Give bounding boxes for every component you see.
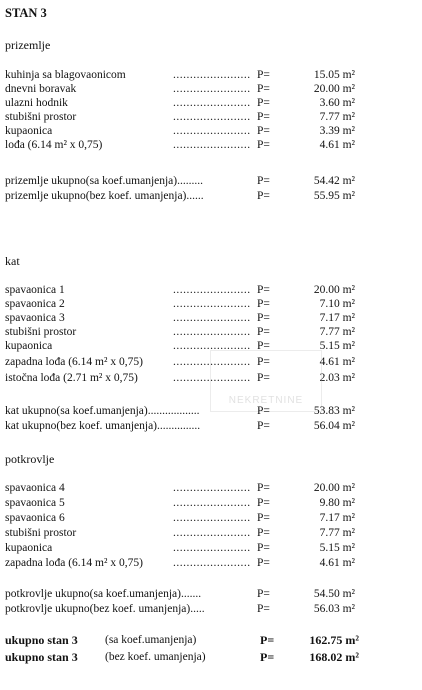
room-label: lođa (6.14 m² x 0,75) bbox=[5, 139, 103, 151]
grand-total-row bbox=[5, 633, 415, 647]
leader-dots: ....................... bbox=[173, 326, 251, 338]
room-label: zapadna lođa (6.14 m² x 0,75) bbox=[5, 356, 143, 368]
room-label: kuhinja sa blagovaonicom bbox=[5, 69, 126, 81]
section-heading-attic: potkrovlje bbox=[5, 452, 55, 466]
area-value: 4.61 m² bbox=[319, 356, 355, 368]
area-symbol: P= bbox=[257, 326, 270, 338]
room-label: stubišni prostor bbox=[5, 527, 77, 539]
area-symbol: P= bbox=[257, 542, 270, 554]
leader-dots: ....................... bbox=[173, 542, 251, 554]
area-symbol: P= bbox=[257, 175, 270, 187]
grand-total-row bbox=[5, 650, 415, 664]
area-row bbox=[5, 325, 415, 339]
subtotal-label: kat ukupno(bez koef. umanjenja)............... bbox=[5, 420, 201, 432]
area-symbol: P= bbox=[257, 557, 270, 569]
room-label: spavaonica 4 bbox=[5, 482, 65, 494]
area-symbol: P= bbox=[257, 340, 270, 352]
area-symbol: P= bbox=[257, 372, 270, 384]
area-symbol: P= bbox=[257, 312, 270, 324]
area-row bbox=[5, 283, 415, 297]
area-symbol: P= bbox=[257, 420, 270, 432]
grand-total-value: 168.02 m² bbox=[309, 650, 359, 664]
room-label: dnevni boravak bbox=[5, 83, 77, 95]
room-label: ulazni hodnik bbox=[5, 97, 68, 109]
area-value: 20.00 m² bbox=[313, 284, 355, 296]
leader-dots: ....................... bbox=[173, 69, 251, 81]
leader-dots: ....................... bbox=[173, 557, 251, 569]
area-symbol: P= bbox=[257, 356, 270, 368]
subtotal-value: 54.42 m² bbox=[313, 175, 355, 187]
area-symbol: P= bbox=[257, 139, 270, 151]
leader-dots: ....................... bbox=[173, 312, 251, 324]
subtotal-row bbox=[5, 587, 415, 601]
subtotal-label: prizemlje ukupno(bez koef. umanjenja)...... bbox=[5, 190, 204, 202]
grand-total-label: ukupno stan 3 bbox=[5, 633, 78, 647]
subtotal-label: kat ukupno(sa koef.umanjenja).................. bbox=[5, 405, 200, 417]
leader-dots: ....................... bbox=[173, 298, 251, 310]
room-label: spavaonica 2 bbox=[5, 298, 65, 310]
leader-dots: ....................... bbox=[173, 125, 251, 137]
grand-total-note: (sa koef.umanjenja) bbox=[105, 634, 197, 646]
subtotal-label: potkrovlje ukupno(sa koef.umanjenja)....... bbox=[5, 588, 202, 600]
subtotal-value: 55.95 m² bbox=[313, 190, 355, 202]
grand-total-label: ukupno stan 3 bbox=[5, 650, 78, 664]
area-row bbox=[5, 96, 415, 110]
area-row bbox=[5, 138, 415, 152]
area-symbol: P= bbox=[257, 527, 270, 539]
area-symbol: P= bbox=[257, 83, 270, 95]
area-value: 7.77 m² bbox=[319, 527, 355, 539]
leader-dots: ....................... bbox=[173, 97, 251, 109]
subtotal-row bbox=[5, 174, 415, 188]
area-symbol: P= bbox=[257, 190, 270, 202]
leader-dots: ....................... bbox=[173, 139, 251, 151]
area-row bbox=[5, 526, 415, 540]
area-symbol: P= bbox=[257, 125, 270, 137]
area-value: 4.61 m² bbox=[319, 557, 355, 569]
section-heading-ground: prizemlje bbox=[5, 38, 51, 52]
leader-dots: ....................... bbox=[173, 497, 251, 509]
grand-total-note: (bez koef. umanjenja) bbox=[105, 651, 206, 663]
area-value: 2.03 m² bbox=[319, 372, 355, 384]
leader-dots: ....................... bbox=[173, 527, 251, 539]
area-symbol: P= bbox=[257, 111, 270, 123]
subtotal-value: 54.50 m² bbox=[313, 588, 355, 600]
subtotal-label: prizemlje ukupno(sa koef.umanjenja)......... bbox=[5, 175, 203, 187]
subtotal-value: 56.04 m² bbox=[313, 420, 355, 432]
area-row bbox=[5, 541, 415, 555]
room-label: stubišni prostor bbox=[5, 326, 77, 338]
area-value: 3.39 m² bbox=[319, 125, 355, 137]
subtotal-label: potkrovlje ukupno(bez koef. umanjenja)..... bbox=[5, 603, 205, 615]
area-symbol: P= bbox=[257, 298, 270, 310]
area-row bbox=[5, 297, 415, 311]
area-value: 7.77 m² bbox=[319, 326, 355, 338]
area-row bbox=[5, 124, 415, 138]
subtotal-row bbox=[5, 404, 415, 418]
leader-dots: ....................... bbox=[173, 284, 251, 296]
area-row bbox=[5, 556, 415, 570]
room-label: spavaonica 5 bbox=[5, 497, 65, 509]
leader-dots: ....................... bbox=[173, 482, 251, 494]
subtotal-value: 56.03 m² bbox=[313, 603, 355, 615]
area-value: 7.17 m² bbox=[319, 512, 355, 524]
area-symbol: P= bbox=[260, 650, 275, 664]
subtotal-row bbox=[5, 602, 415, 616]
area-symbol: P= bbox=[257, 603, 270, 615]
leader-dots: ....................... bbox=[173, 83, 251, 95]
area-row bbox=[5, 110, 415, 124]
area-row bbox=[5, 311, 415, 325]
room-label: spavaonica 1 bbox=[5, 284, 65, 296]
subtotal-value: 53.83 m² bbox=[313, 405, 355, 417]
leader-dots: ....................... bbox=[173, 340, 251, 352]
room-label: zapadna lođa (6.14 m² x 0,75) bbox=[5, 557, 143, 569]
room-label: istočna lođa (2.71 m² x 0,75) bbox=[5, 372, 138, 384]
room-label: spavaonica 3 bbox=[5, 312, 65, 324]
area-symbol: P= bbox=[257, 497, 270, 509]
room-label: kupaonica bbox=[5, 125, 53, 137]
area-symbol: P= bbox=[257, 69, 270, 81]
area-value: 7.10 m² bbox=[319, 298, 355, 310]
area-value: 15.05 m² bbox=[313, 69, 355, 81]
subtotal-row bbox=[5, 189, 415, 203]
area-symbol: P= bbox=[260, 633, 275, 647]
watermark-logo: NEKRETNINE bbox=[210, 350, 322, 412]
area-value: 7.17 m² bbox=[319, 312, 355, 324]
area-row bbox=[5, 68, 415, 82]
area-value: 3.60 m² bbox=[319, 97, 355, 109]
subtotal-row bbox=[5, 419, 415, 433]
area-value: 9.80 m² bbox=[319, 497, 355, 509]
leader-dots: ....................... bbox=[173, 111, 251, 123]
area-symbol: P= bbox=[257, 482, 270, 494]
leader-dots: ....................... bbox=[173, 372, 251, 384]
area-row bbox=[5, 511, 415, 525]
area-value: 5.15 m² bbox=[319, 340, 355, 352]
area-symbol: P= bbox=[257, 97, 270, 109]
room-label: kupaonica bbox=[5, 542, 53, 554]
room-label: stubišni prostor bbox=[5, 111, 77, 123]
area-symbol: P= bbox=[257, 284, 270, 296]
area-symbol: P= bbox=[257, 512, 270, 524]
area-value: 7.77 m² bbox=[319, 111, 355, 123]
leader-dots: ....................... bbox=[173, 512, 251, 524]
leader-dots: ....................... bbox=[173, 356, 251, 368]
room-label: spavaonica 6 bbox=[5, 512, 65, 524]
area-value: 20.00 m² bbox=[313, 482, 355, 494]
area-symbol: P= bbox=[257, 405, 270, 417]
area-symbol: P= bbox=[257, 588, 270, 600]
document-title: STAN 3 bbox=[5, 6, 47, 20]
area-row bbox=[5, 82, 415, 96]
area-row bbox=[5, 481, 415, 495]
section-heading-floor: kat bbox=[5, 254, 20, 268]
area-value: 4.61 m² bbox=[319, 139, 355, 151]
room-label: kupaonica bbox=[5, 340, 53, 352]
area-row bbox=[5, 496, 415, 510]
area-value: 5.15 m² bbox=[319, 542, 355, 554]
grand-total-value: 162.75 m² bbox=[309, 633, 359, 647]
area-value: 20.00 m² bbox=[313, 83, 355, 95]
